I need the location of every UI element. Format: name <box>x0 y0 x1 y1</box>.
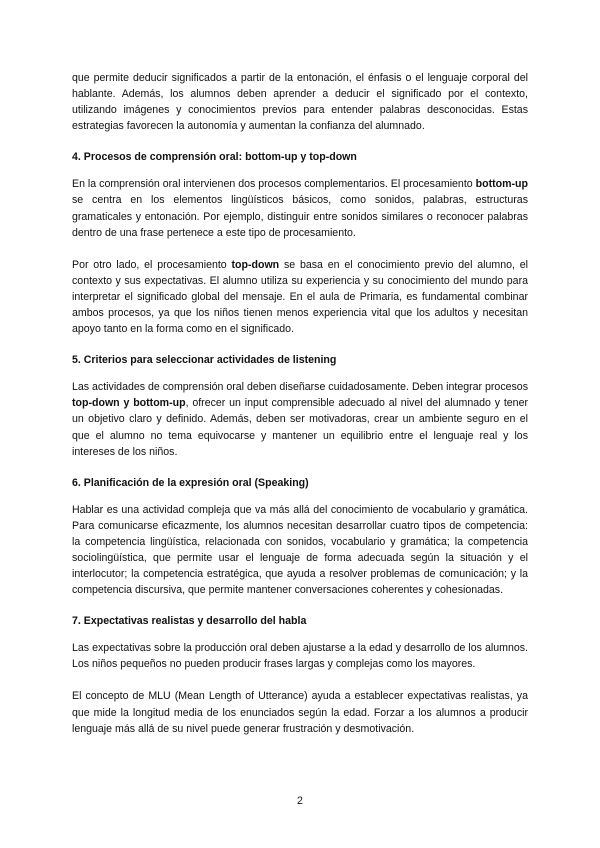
section-5-heading: 5. Criterios para seleccionar actividades de listening <box>72 354 337 367</box>
section-4-paragraph-1: En la comprensión oral intervienen dos procesos complementarios. El procesamiento bottom-up se centra en los elementos lingüísticos básicos, como sonidos, palabras, estructuras gramaticales y entonación. Por ejemplo, distinguir entre sonidos similares o reconocer palabras dentro de una frase pertenece a este tipo de procesamiento. <box>72 178 528 239</box>
section-4-heading: 4. Procesos de comprensión oral: bottom-up y top-down <box>72 151 357 164</box>
term-top-down-bottom-up: top-down y bottom-up <box>72 397 186 410</box>
section-7-paragraph-2: El concepto de MLU (Mean Length of Utterance) ayuda a establecer expectativas realistas, ya que mide la longitud media de los enunciados según la edad. Forzar a los alumnos a producir lenguaje más allá de su nivel puede generar frustración y desmotivación. <box>72 690 528 735</box>
section-4-paragraph-2: Por otro lado, el procesamiento top-down se basa en el conocimiento previo del alumno, el contexto y sus expectativas. El alumno utiliza su experiencia y su conocimiento del mundo para interpretar el significado global del mensaje. En el aula de Primaria, es fundamental combinar ambos procesos, ya que los niños tienen menos experiencia vital que los adultos y necesitan apoyo tanto en la forma como en el significado. <box>72 258 528 336</box>
section-6-heading: 6. Planificación de la expresión oral (Speaking) <box>72 476 309 489</box>
term-top-down: top-down <box>231 258 280 271</box>
document-page <box>72 70 528 737</box>
term-bottom-up: bottom-up <box>475 178 528 191</box>
section-5-paragraph-1: Las actividades de comprensión oral deben diseñarse cuidadosamente. Deben integrar procesos top-down y bottom-up, ofrecer un input comprensible adecuado al nivel del alumnado y tener un objetivo claro y definido. Además, deben ser motivadoras, crear un ambiente seguro en el que el alumno no tema equivocarse y mantener un equilibrio entre el lenguaje real y los intereses de los niños. <box>72 381 528 458</box>
section-7-paragraph-1: Las expectativas sobre la producción oral deben ajustarse a la edad y desarrollo de los alumnos. Los niños pequeños no pueden producir frases largas y complejas como los mayores. <box>72 642 528 671</box>
page-number: 2 <box>297 795 303 807</box>
section-6-paragraph-1: Hablar es una actividad compleja que va más allá del conocimiento de vocabulario y gramática. Para comunicarse eficazmente, los alumnos necesitan desarrollar cuatro tipos de competencia: la competencia lingüística, relacionada con sonidos, vocabulario y gramática; la competencia sociolingüística, que permite usar el lenguaje de forma adecuada según la situación y el interlocutor; la competencia estratégica, que ayuda a resolver problemas de comunicación; y la competencia discursiva, que permite mantener conversaciones coherentes y cohesionadas. <box>72 503 528 597</box>
section-7-heading: 7. Expectativas realistas y desarrollo del habla <box>72 615 307 628</box>
intro-paragraph: que permite deducir significados a partir de la entonación, el énfasis o el lenguaje corporal del hablante. Además, los alumnos deben aprender a deducir el significado por el contexto, utilizando imágenes y conocimientos previos para entender palabras desconocidas. Estas estrategias favorecen la autonomía y aumentan la confianza del alumnado. <box>72 72 528 133</box>
